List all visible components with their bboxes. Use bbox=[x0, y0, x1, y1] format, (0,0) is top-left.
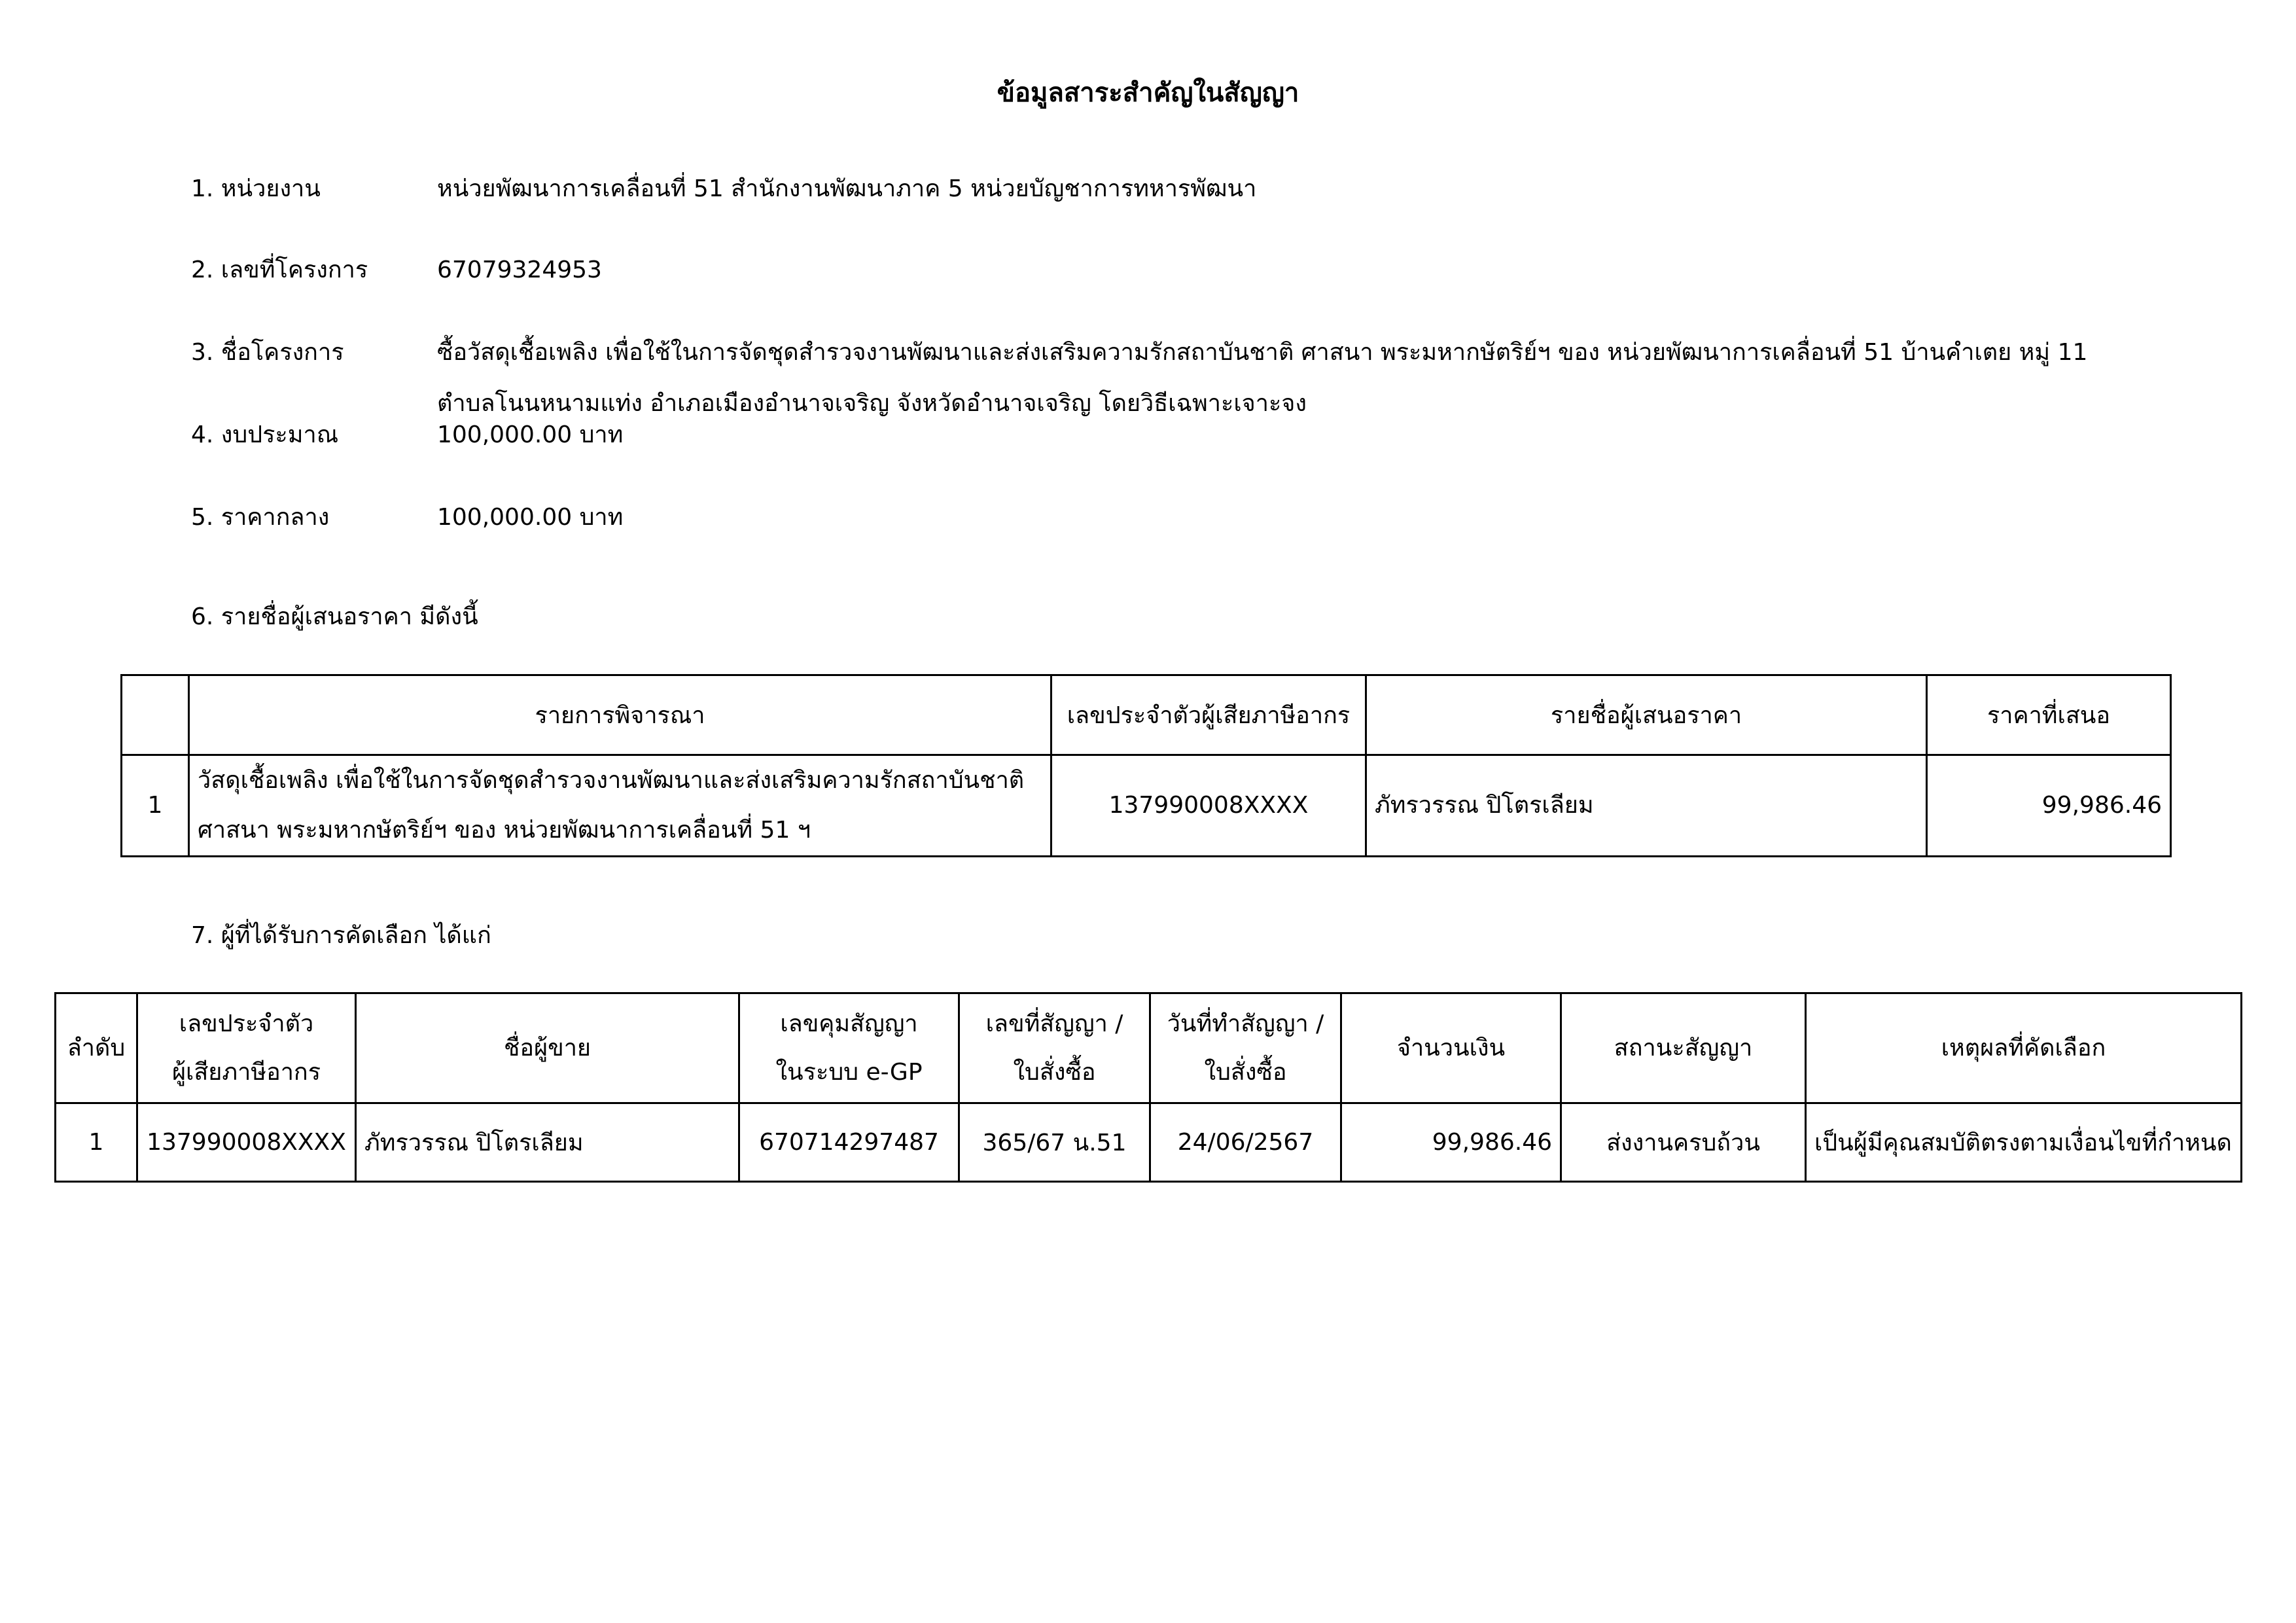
field-label-agency: 1. หน่วยงาน bbox=[191, 175, 321, 202]
table-row bbox=[122, 755, 2171, 857]
bidders-cell-item-line2: ศาสนา พระมหากษัตริย์ฯ ของ หน่วยพัฒนาการเคลื่อนที่ 51 ฯ bbox=[198, 817, 811, 844]
selected-header-contract-date-line1: วันที่ทำสัญญา / bbox=[1167, 1010, 1324, 1037]
selected-header-seller bbox=[356, 993, 739, 1103]
bidders-cell-item-line1: วัสดุเชื้อเพลิง เพื่อใช้ในการจัดชุดสำรวจงานพัฒนาและส่งเสริมความรักสถาบันชาติ bbox=[198, 767, 1025, 794]
selected-cell-status: ส่งงานครบถ้วน bbox=[1561, 1103, 1806, 1182]
selected-header-tax-id bbox=[137, 993, 356, 1103]
selected-cell-index: 1 bbox=[56, 1103, 137, 1182]
selected-header-tax-id-line2: ผู้เสียภาษีอากร bbox=[171, 1058, 321, 1086]
bidders-header-tax-id: เลขประจำตัวผู้เสียภาษีอากร bbox=[1051, 675, 1366, 755]
field-label-budget: 4. งบประมาณ bbox=[191, 421, 339, 448]
selected-header-reason bbox=[1806, 993, 2242, 1103]
selected-header-seller-text: ชื่อผู้ขาย bbox=[503, 1034, 592, 1061]
field-label-median-price: 5. ราคากลาง bbox=[191, 504, 330, 531]
selected-header-index-text: ลำดับ bbox=[67, 1034, 126, 1061]
field-value-budget: 100,000.00 บาท bbox=[437, 421, 624, 448]
selected-header-contract-no-line1: เลขที่สัญญา / bbox=[985, 1010, 1123, 1037]
bidders-header-bidder: รายชื่อผู้เสนอราคา bbox=[1366, 675, 1927, 755]
field-value-agency: หน่วยพัฒนาการเคลื่อนที่ 51 สำนักงานพัฒนาภาค 5 หน่วยบัญชาการทหารพัฒนา bbox=[437, 175, 1257, 202]
selected-header-index bbox=[56, 993, 137, 1103]
bidders-cell-item bbox=[189, 755, 1051, 857]
selected-cell-contract-number: 365/67 น.51 bbox=[959, 1103, 1150, 1182]
bidders-table-header-row bbox=[122, 675, 2171, 755]
selected-header-reason-text: เหตุผลที่คัดเลือก bbox=[1941, 1034, 2106, 1061]
selected-header-contract-date bbox=[1150, 993, 1341, 1103]
selected-header-contract-date-line2: ใบสั่งซื้อ bbox=[1204, 1058, 1287, 1086]
selected-vendor-table bbox=[54, 992, 2242, 1183]
bidders-header-item: รายการพิจารณา bbox=[189, 675, 1051, 755]
bidders-cell-index: 1 bbox=[122, 755, 189, 857]
bidders-cell-price: 99,986.46 bbox=[1927, 755, 2171, 857]
selected-header-contract-no-line2: ใบสั่งซื้อ bbox=[1013, 1058, 1096, 1086]
section-7-heading: 7. ผู้ที่ได้รับการคัดเลือก ได้แก่ bbox=[191, 922, 491, 949]
section-6-heading: 6. รายชื่อผู้เสนอราคา มีดังนี้ bbox=[191, 603, 478, 630]
field-value-project-name-line2: ตำบลโนนหนามแท่ง อำเภอเมืองอำนาจเจริญ จังหวัดอำนาจเจริญ โดยวิธีเฉพาะเจาะจง bbox=[437, 390, 1307, 417]
field-label-project-name: 3. ชื่อโครงการ bbox=[191, 339, 344, 366]
selected-header-status-text: สถานะสัญญา bbox=[1614, 1034, 1753, 1061]
bidders-header-index bbox=[122, 675, 189, 755]
selected-header-tax-id-line1: เลขประจำตัว bbox=[179, 1010, 314, 1037]
bidders-header-price: ราคาที่เสนอ bbox=[1927, 675, 2171, 755]
selected-cell-amount: 99,986.46 bbox=[1341, 1103, 1561, 1182]
selected-header-contract-number bbox=[959, 993, 1150, 1103]
document-title: ข้อมูลสาระสำคัญในสัญญา bbox=[997, 78, 1299, 108]
selected-cell-reason: เป็นผู้มีคุณสมบัติตรงตามเงื่อนไขที่กำหนด bbox=[1806, 1103, 2242, 1182]
selected-header-egp-line2: ในระบบ e-GP bbox=[775, 1058, 923, 1086]
bidders-cell-tax-id: 137990008XXXX bbox=[1051, 755, 1366, 857]
bidders-cell-bidder: ภัทรวรรณ ปิโตรเลียม bbox=[1366, 755, 1927, 857]
selected-header-egp-line1: เลขคุมสัญญา bbox=[780, 1010, 918, 1037]
selected-cell-contract-date: 24/06/2567 bbox=[1150, 1103, 1341, 1182]
selected-cell-seller: ภัทรวรรณ ปิโตรเลียม bbox=[356, 1103, 739, 1182]
selected-cell-egp-number: 670714297487 bbox=[739, 1103, 959, 1182]
selected-header-amount-text: จำนวนเงิน bbox=[1396, 1034, 1506, 1061]
field-value-median-price: 100,000.00 บาท bbox=[437, 504, 624, 531]
field-value-project-name-line1: ซื้อวัสดุเชื้อเพลิง เพื่อใช้ในการจัดชุดสำรวจงานพัฒนาและส่งเสริมความรักสถาบันชาติ ศาสนา พระมหากษัตริย์ฯ ของ หน่วยพัฒนาการเคลื่อนที่ 51 บ้านคำเตย หมู่ 11 bbox=[437, 339, 2088, 366]
selected-header-status bbox=[1561, 993, 1806, 1103]
selected-header-egp-number bbox=[739, 993, 959, 1103]
table-row bbox=[56, 1103, 2242, 1182]
selected-cell-tax-id: 137990008XXXX bbox=[137, 1103, 356, 1182]
selected-table-header-row bbox=[56, 993, 2242, 1103]
field-value-project-number: 67079324953 bbox=[437, 257, 602, 283]
bidders-table bbox=[120, 674, 2172, 857]
field-label-project-number: 2. เลขที่โครงการ bbox=[191, 257, 368, 283]
selected-header-amount bbox=[1341, 993, 1561, 1103]
